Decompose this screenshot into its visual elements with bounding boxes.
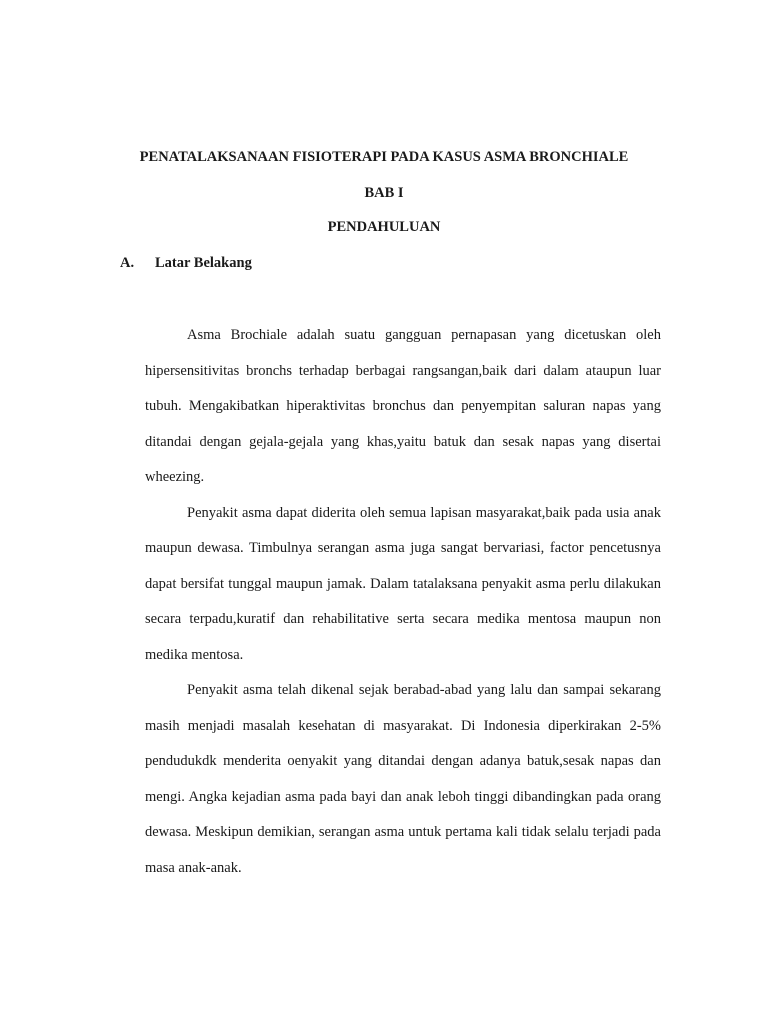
paragraph-3: Penyakit asma telah dikenal sejak berabad-abad yang lalu dan sampai sekarang masih menjadi masalah kesehatan di masyarakat. Di Indonesia diperkirakan 2-5% pendudukdk menderita oenyakit yang ditandai dengan adanya batuk,sesak napas dan mengi. Angka kejadian asma pada bayi dan anak leboh tinggi dibandingkan pada orang dewasa. Meskipun demikian, serangan asma untuk pertama kali tidak selalu terjadi pada masa anak-anak. [145, 682, 661, 876]
paragraph-1: Asma Brochiale adalah suatu gangguan pernapasan yang dicetuskan oleh hipersensitivitas bronchs terhadap berbagai rangsangan,baik dari dalam ataupun luar tubuh. Mengakibatkan hiperaktivitas bronchus dan penyempitan saluran napas yang ditandai dengan gejala-gejala yang khas,yaitu batuk dan sesak napas yang disertai wheezing. [145, 327, 661, 485]
section-letter: A. [120, 255, 135, 271]
chapter-title: PENDAHULUAN [327, 219, 441, 235]
paragraph-2: Penyakit asma dapat diderita oleh semua lapisan masyarakat,baik pada usia anak maupun dewasa. Timbulnya serangan asma juga sangat bervariasi, factor pencetusnya dapat bersifat tunggal maupun jamak. Dalam tatalaksana penyakit asma perlu dilakukan secara terpadu,kuratif dan rehabilitative serta secara medika mentosa maupun non medika mentosa. [145, 504, 661, 663]
section-title: Latar Belakang [155, 255, 252, 271]
body-text [145, 318, 661, 886]
chapter-number: BAB I [364, 185, 404, 201]
document-title: PENATALAKSANAAN FISIOTERAPI PADA KASUS ASMA BRONCHIALE [139, 149, 629, 165]
section-heading [120, 255, 252, 272]
